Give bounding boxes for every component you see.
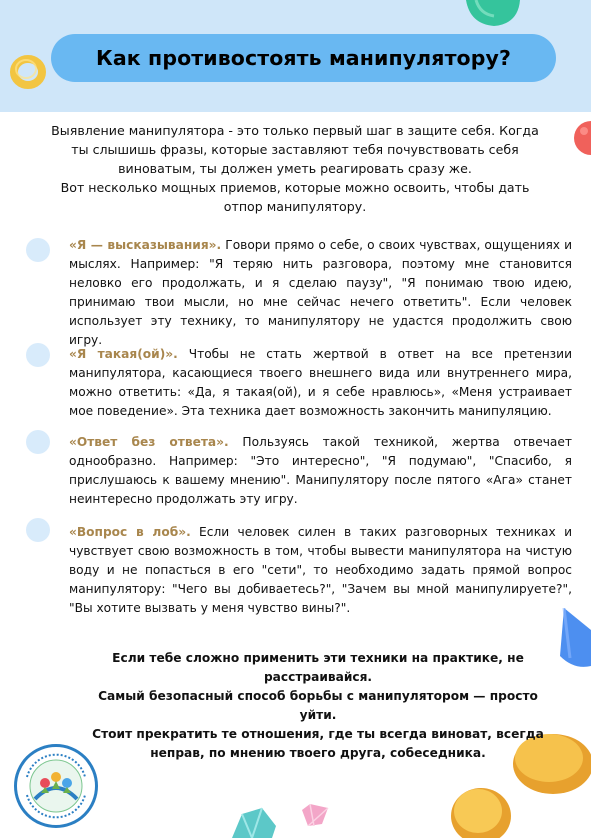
- page-title: Как противостоять манипулятору?: [96, 46, 511, 70]
- technique-title: «Я — высказывания».: [69, 238, 222, 252]
- intro-paragraph: Вот несколько мощных приемов, которые можно освоить, чтобы дать отпор манипулятору.: [60, 180, 530, 214]
- technique-title: «Я такая(ой)».: [69, 347, 178, 361]
- bullet-circle-icon: [26, 343, 50, 367]
- teal-gem-decoration: [228, 806, 278, 838]
- technique-text: Если человек силен в таких разговорных техниках и чувствует свою возможность в том, чтобы вывести манипулятора на чистую воду и не попасться в его "сети", то необходимо задать прямой вопрос манипулятору: "Чего вы добиваетесь?", "Зачем вы мной манипулируете?", "Вы хотите вызвать у меня чувство вины?".: [69, 525, 572, 615]
- bullet-circle-icon: [26, 430, 50, 454]
- yellow-ring-decoration: [8, 52, 48, 92]
- technique-title: «Ответ без ответа».: [69, 435, 229, 449]
- intro-text: [50, 121, 540, 216]
- technique-item: [69, 523, 572, 618]
- pink-crystal-decoration: [300, 804, 330, 826]
- bullet-circle-icon: [26, 238, 50, 262]
- closing-advice: [78, 649, 558, 763]
- technique-text: Чтобы не стать жертвой в ответ на все претензии манипулятора, касающиеся твоего внешнего вида или внутреннего мира, можно ответить: «Да, я такая(ой), и я себе нравлюсь», «Меня устраивает мое поведение». Эта техника дает возможность закончить манипуляцию.: [69, 347, 572, 418]
- organization-logo: [14, 744, 98, 828]
- closing-line: Самый безопасный способ борьбы с манипулятором — просто уйти.: [98, 689, 538, 722]
- technique-item: [69, 433, 572, 509]
- closing-line: Если тебе сложно применить эти техники на практике, не расстраивайся.: [112, 651, 524, 684]
- closing-line: Стоит прекратить те отношения, где ты всегда виноват, всегда неправ, по мнению твоего друга, собеседника.: [92, 727, 544, 760]
- title-banner: [51, 34, 556, 82]
- technique-title: «Вопрос в лоб».: [69, 525, 191, 539]
- technique-item: [69, 345, 572, 421]
- organization-emblem-icon: [17, 747, 95, 825]
- intro-paragraph: Выявление манипулятора - это только первый шаг в защите себя. Когда ты слышишь фразы, которые заставляют тебя почувствовать себя виноватым, ты должен уметь реагировать сразу же.: [51, 123, 539, 176]
- technique-item: [69, 236, 572, 350]
- technique-text: Говори прямо о себе, о своих чувствах, ощущениях и мыслях. Например: "Я теряю нить разговора, поэтому мне становится неловко его продолжать, и я сделаю паузу", "Я понимаю твою идею, принимаю твои мысли, но мне сейчас нечего ответить". Если человек использует эту технику, то манипулятору не удастся продолжить свою игру.: [69, 238, 573, 347]
- bullet-circle-icon: [26, 518, 50, 542]
- technique-text: Пользуясь такой техникой, жертва отвечает однообразно. Например: "Это интересно", "Я подумаю", "Спасибо, я прислушаюсь к вашему мнению". Манипулятору после пятого «Ага» станет неинтересно продолжать эту игру.: [69, 435, 573, 506]
- red-ball-decoration: [572, 120, 591, 156]
- green-hemisphere-decoration: [462, 0, 524, 30]
